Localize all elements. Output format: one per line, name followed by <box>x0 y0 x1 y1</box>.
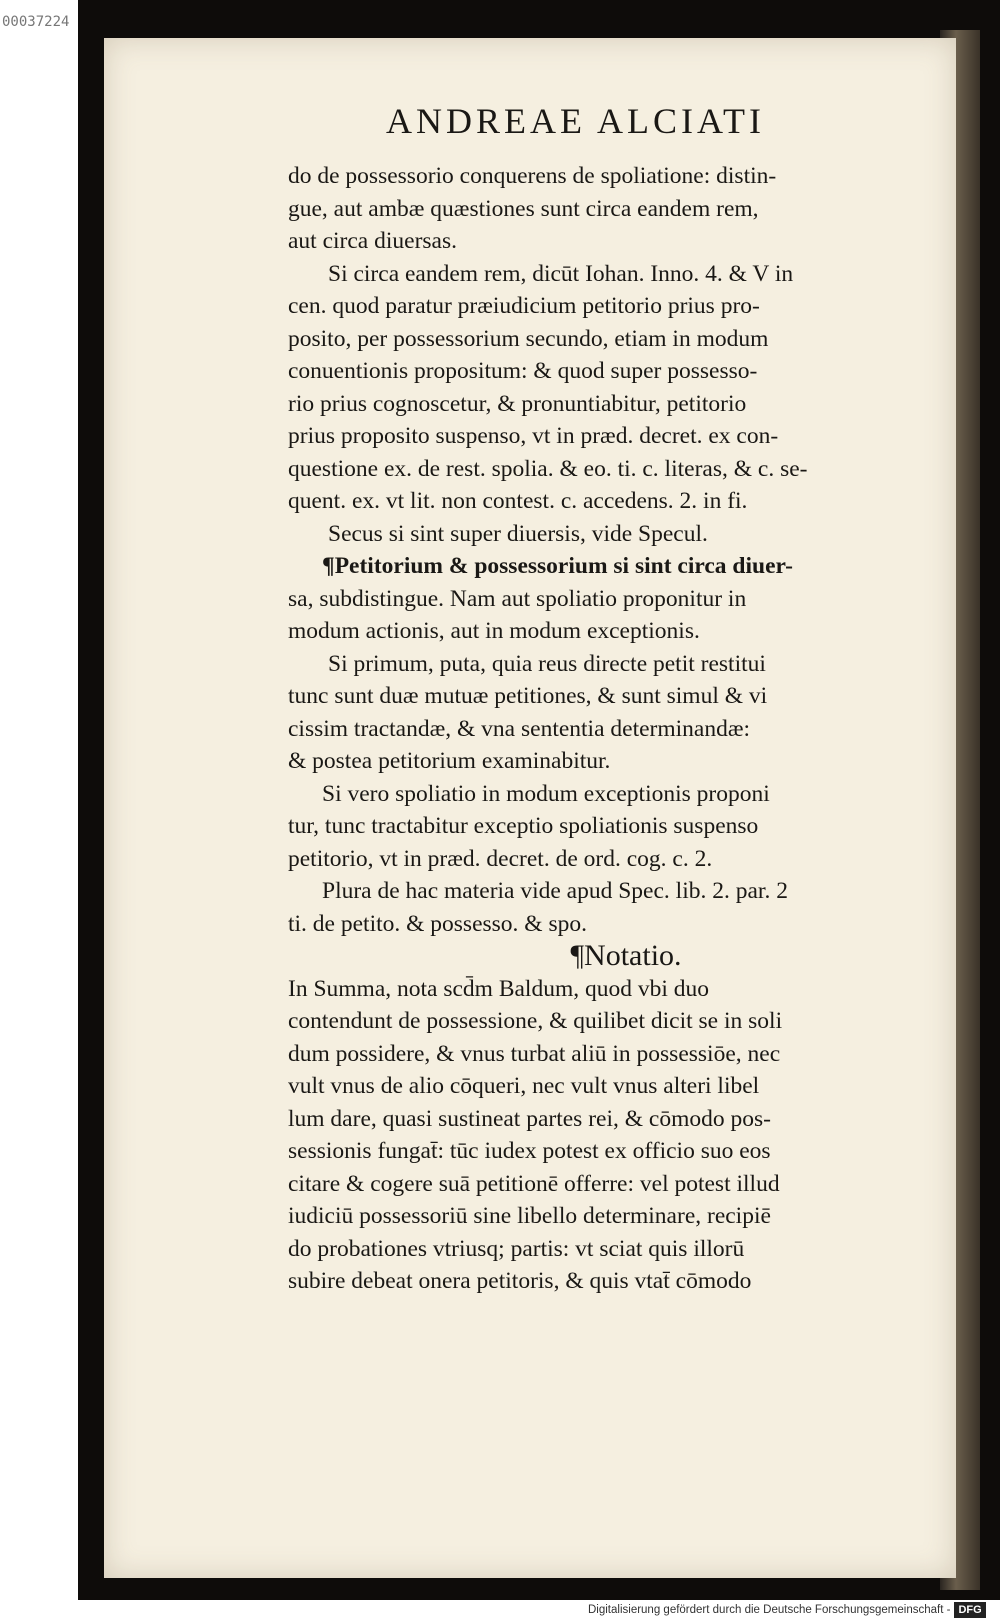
scan-id-label: 00037224 <box>2 14 70 30</box>
text-line: Si primum, puta, quia reus directe petit restitui <box>328 650 766 677</box>
text-line: sa, subdistingue. Nam aut spoliatio proponitur in <box>288 585 747 612</box>
text-line: do probationes vtriusq; partis: vt sciat quis illorū <box>288 1235 745 1262</box>
text-line: aut circa diuersas. <box>288 228 457 254</box>
dfg-logo: DFG <box>954 1602 985 1618</box>
digitization-footer <box>588 1598 1000 1622</box>
text-line: rio prius cognoscetur, & pronuntiabitur, petitorio <box>288 390 747 417</box>
text-line: ¶Petitorium & possessorium si sint circa diuer- <box>322 553 793 579</box>
footer-text: Digitalisierung gefördert durch die Deutsche Forschungsgemeinschaft - <box>588 1604 951 1616</box>
text-line: modum actionis, aut in modum exceptionis. <box>288 618 700 644</box>
section-heading: ¶Notatio. <box>570 940 682 972</box>
text-line: sessionis fungat̄: tūc iudex potest ex officio suo eos <box>288 1138 771 1164</box>
text-line: posito, per possessorium secundo, etiam in modum <box>288 325 769 352</box>
text-line: iudiciū possessoriū sine libello determinare, recipiē <box>288 1203 771 1229</box>
text-line: contendunt de possessione, & quilibet dicit se in soli <box>288 1008 783 1034</box>
text-line: conuentionis propositum: & quod super possesso- <box>288 358 758 384</box>
text-line: vult vnus de alio cōqueri, nec vult vnus alteri libel <box>288 1073 760 1099</box>
text-line: subire debeat onera petitoris, & quis vtat̄ cōmodo <box>288 1268 752 1294</box>
text-line: Secus si sint super diuersis, vide Specul. <box>328 520 708 547</box>
text-line: citare & cogere suā petitionē offerre: vel potest illud <box>288 1170 780 1197</box>
text-line: & postea petitorium examinabitur. <box>288 748 611 774</box>
text-line: prius proposito suspenso, vt in præd. decret. ex con- <box>288 423 779 449</box>
text-line: questione ex. de rest. spolia. & eo. ti. c. literas, & c. se- <box>288 455 808 482</box>
text-line: tur, tunc tractabitur exceptio spoliationis suspenso <box>288 813 759 839</box>
text-line: dum possidere, & vnus turbat aliū in possessiōe, nec <box>288 1040 781 1067</box>
text-line: Si vero spoliatio in modum exceptionis proponi <box>322 780 770 807</box>
text-line: gue, aut ambæ quæstiones sunt circa eandem rem, <box>288 195 759 222</box>
text-line: quent. ex. vt lit. non contest. c. accedens. 2. in fi. <box>288 488 748 514</box>
text-line: tunc sunt duæ mutuæ petitiones, & sunt simul & vi <box>288 683 768 709</box>
text-line: do de possessorio conquerens de spoliatione: distin- <box>288 163 777 189</box>
running-head: ANDREAE ALCIATI <box>386 101 765 141</box>
text-line: cen. quod paratur præiudicium petitorio prius pro- <box>288 293 760 319</box>
text-line: In Summa, nota scd̄m Baldum, quod vbi duo <box>288 975 710 1002</box>
text-block <box>288 160 964 1298</box>
text-line: Plura de hac materia vide apud Spec. lib. 2. par. 2 <box>322 878 788 904</box>
text-line: cissim tractandæ, & vna sententia determinandæ: <box>288 715 751 742</box>
text-line: ti. de petito. & possesso. & spo. <box>288 910 587 937</box>
text-line: lum dare, quasi sustineat partes rei, & cōmodo pos- <box>288 1105 771 1132</box>
text-line: Si circa eandem rem, dicūt Iohan. Inno. 4. & V in <box>328 260 794 287</box>
text-line: petitorio, vt in præd. decret. de ord. cog. c. 2. <box>288 845 713 872</box>
